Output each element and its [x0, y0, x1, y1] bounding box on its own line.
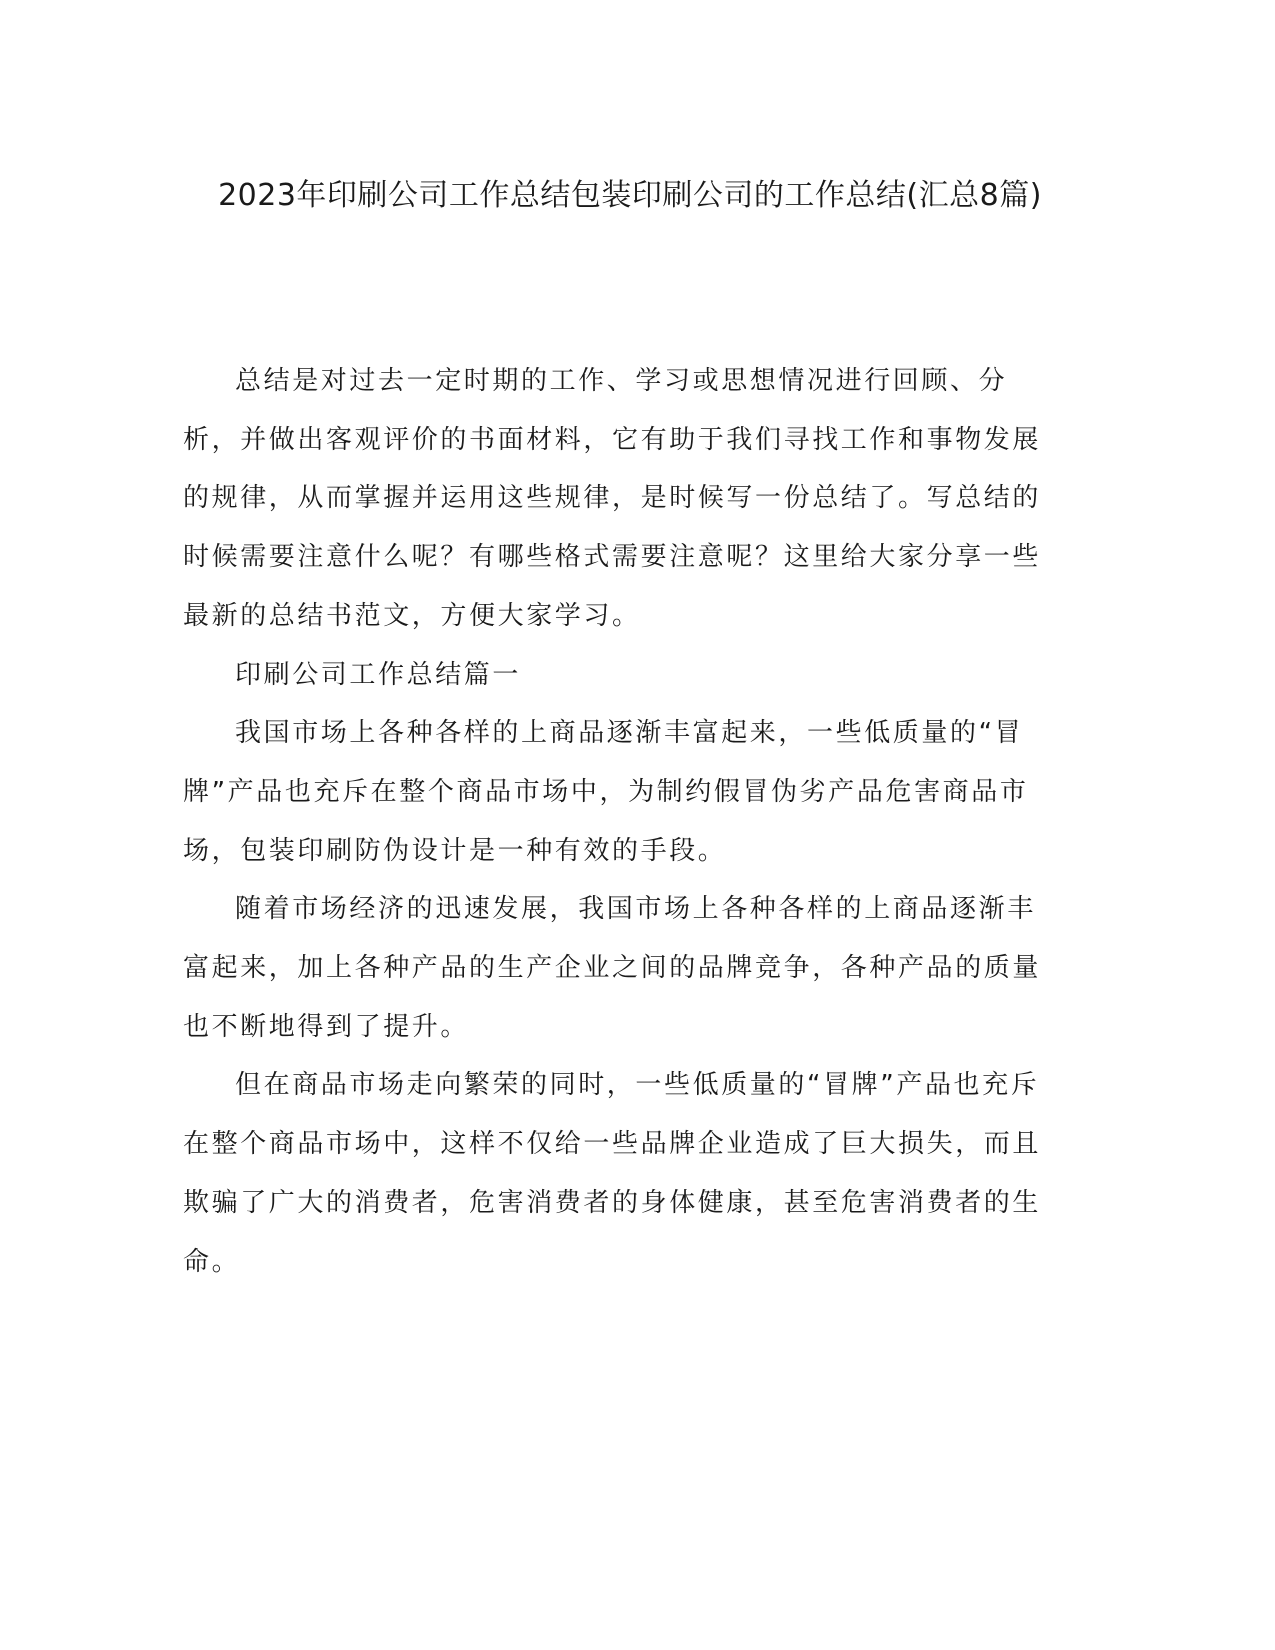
- body-paragraph: 随着市场经济的迅速发展，我国市场上各种各样的上商品逐渐丰富起来，加上各种产品的生产企业之间的品牌竞争，各种产品的质量也不断地得到了提升。: [183, 894, 1042, 1042]
- body-paragraph: 但在商品市场走向繁荣的同时，一些低质量的“冒牌”产品也充斥在整个商品市场中，这样不仅给一些品牌企业造成了巨大损失，而且欺骗了广大的消费者，危害消费者的身体健康，甚至危害消费者的生命。: [183, 1070, 1042, 1277]
- section-heading: 印刷公司工作总结篇一: [235, 659, 522, 690]
- intro-paragraph: 总结是对过去一定时期的工作、学习或思想情况进行回顾、分析，并做出客观评价的书面材料，它有助于我们寻找工作和事物发展的规律，从而掌握并运用这些规律，是时候写一份总结了。写总结的时候需要注意什么呢？有哪些格式需要注意呢？这里给大家分享一些最新的总结书范文，方便大家学习。: [183, 366, 1042, 631]
- document-title: 2023年印刷公司工作总结包装印刷公司的工作总结(汇总8篇): [218, 178, 1042, 213]
- document-body: [183, 352, 1063, 1291]
- body-paragraph: 我国市场上各种各样的上商品逐渐丰富起来，一些低质量的“冒牌”产品也充斥在整个商品市场中，为制约假冒伪劣产品危害商品市场，包装印刷防伪设计是一种有效的手段。: [183, 718, 1029, 866]
